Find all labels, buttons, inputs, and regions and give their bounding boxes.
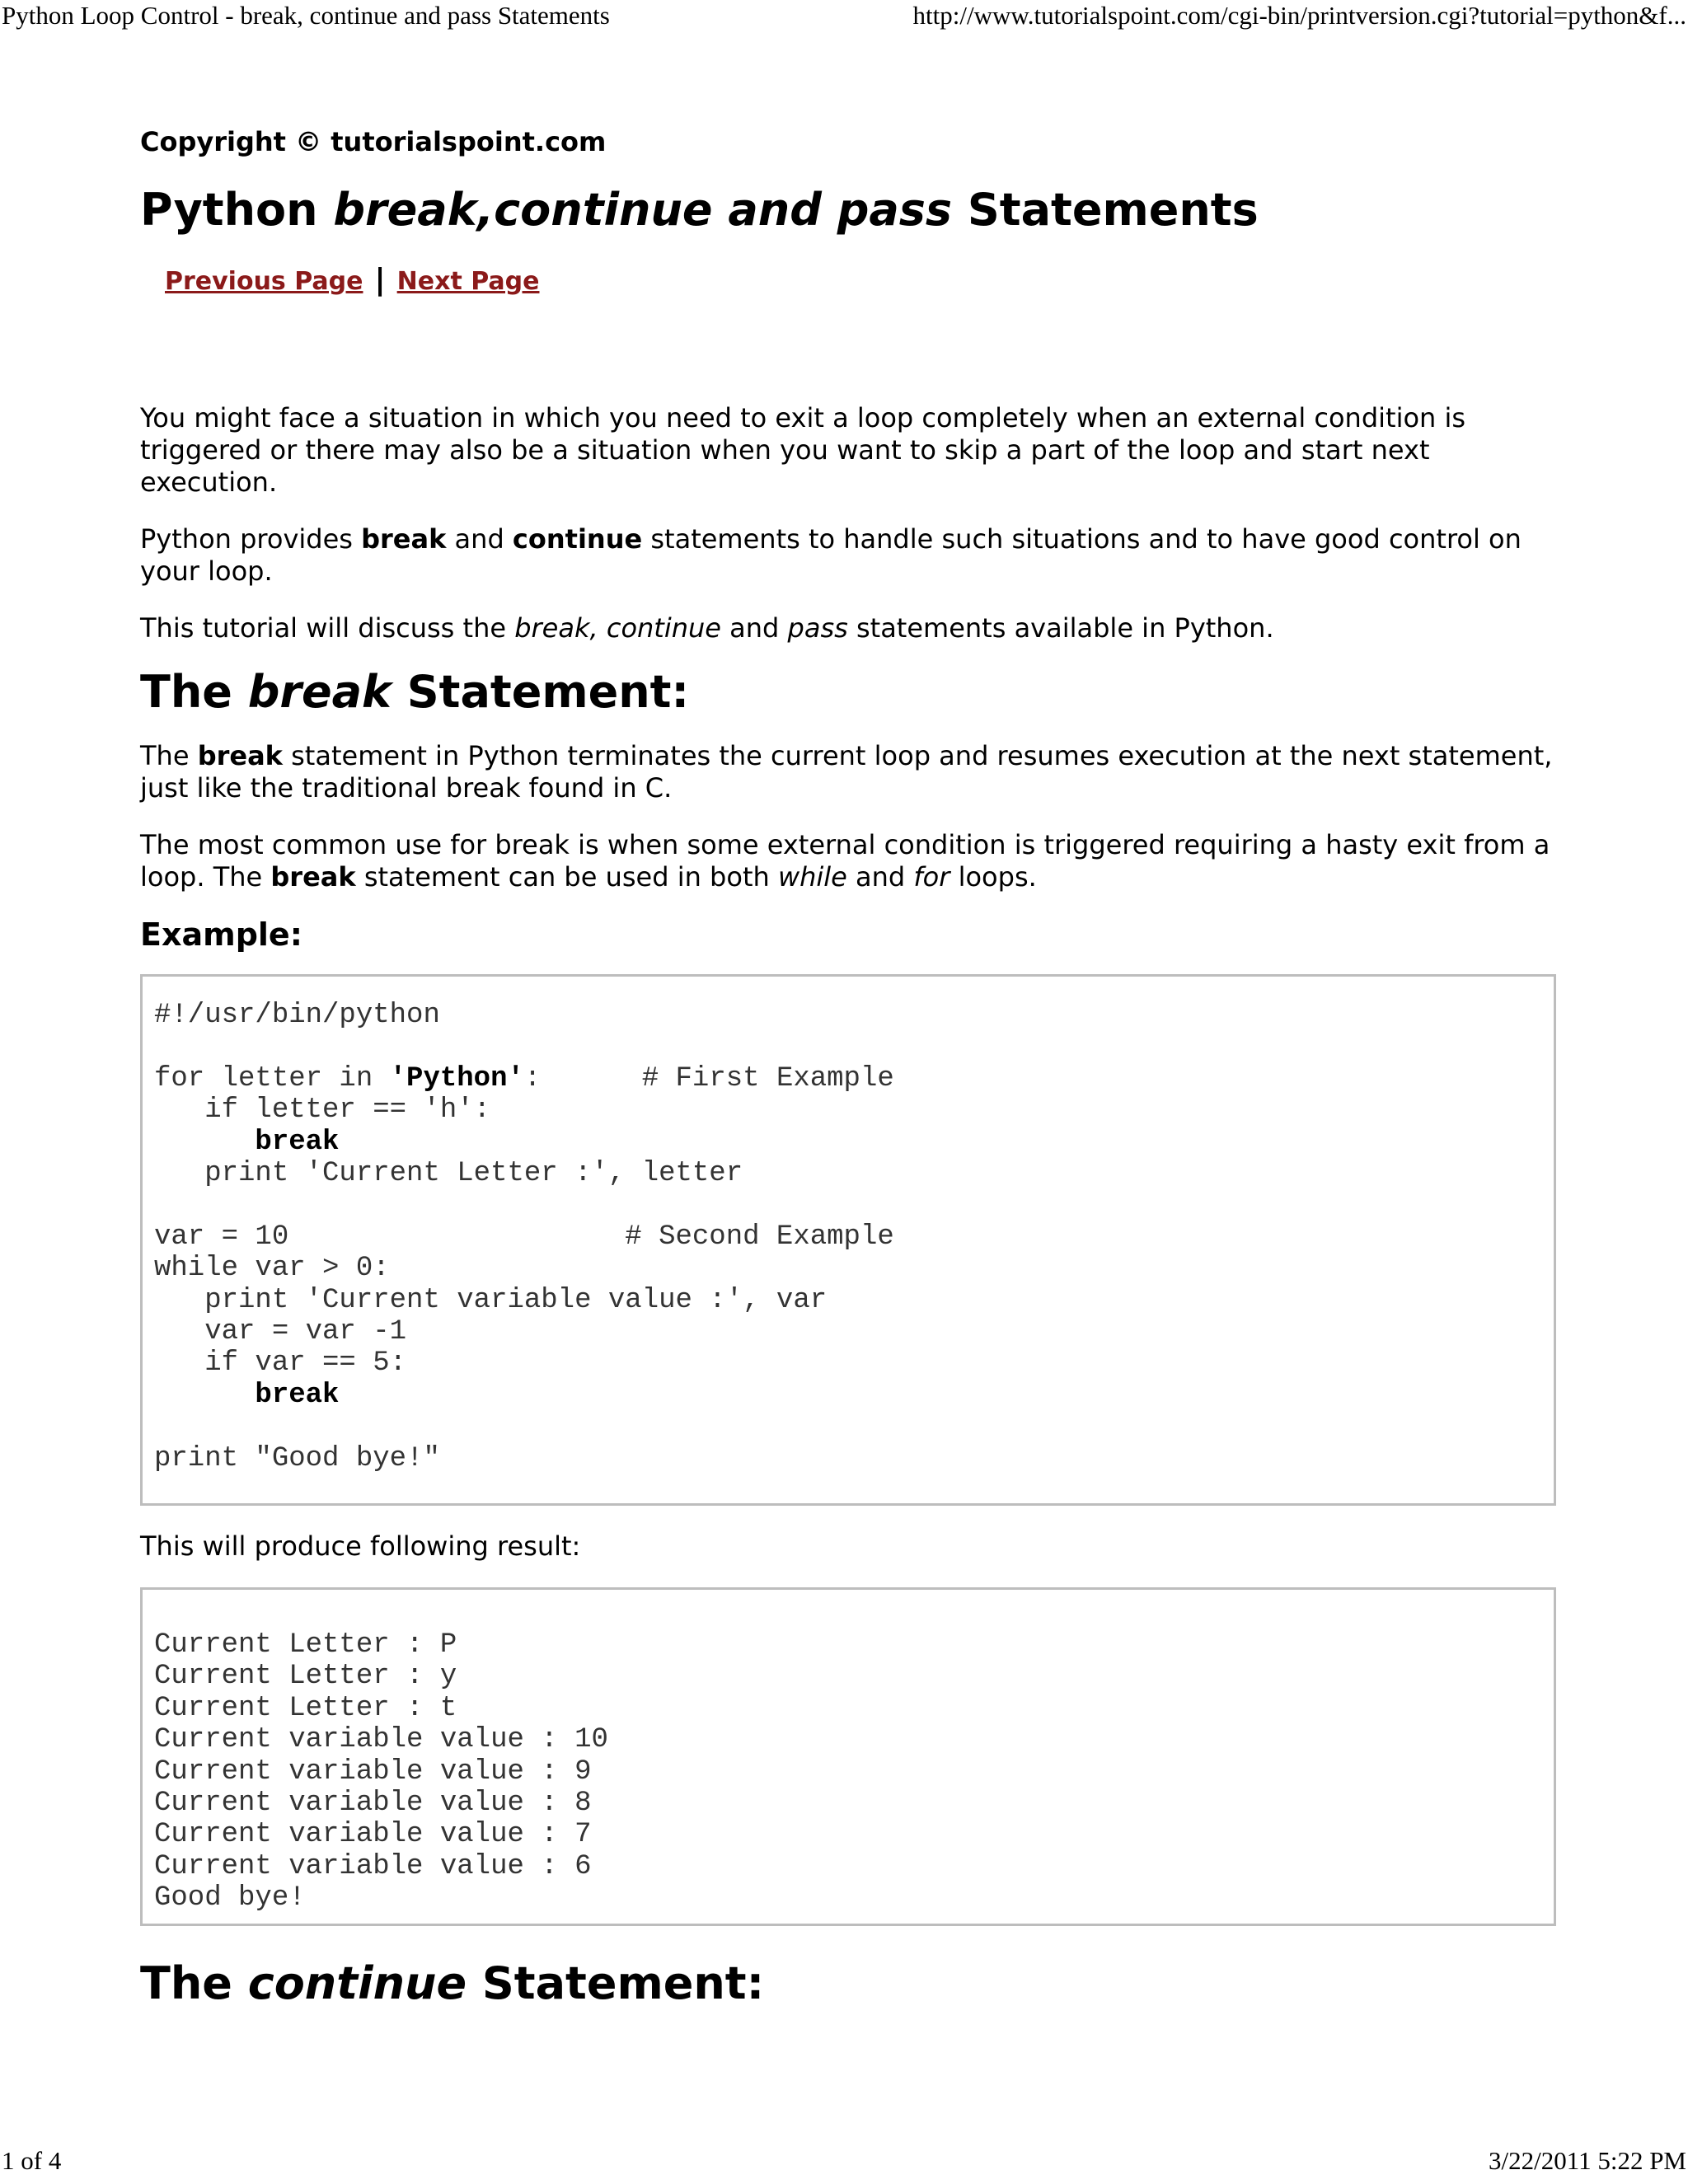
output-line: Current Letter : t (154, 1692, 457, 1724)
text: This tutorial will discuss the (140, 612, 515, 644)
result-intro: This will produce following result: (140, 1530, 581, 1562)
code-string: 'Python' (389, 1062, 524, 1094)
code-keyword-break: break (255, 1126, 340, 1158)
output-line: Current Letter : P (154, 1629, 457, 1661)
heading-italic: break (247, 666, 392, 718)
text: The most common use for break is when some external condition is triggered requiring a hasty exit from a loop. The (140, 829, 1550, 893)
code-output (140, 1587, 1556, 1926)
code-line: if var == 5: (154, 1347, 407, 1380)
intro-paragraph-1: You might face a situation in which you need to exit a loop completely when an external condition is triggered or there may also be a situation when you want to skip a part of the loop and start next execution. (140, 402, 1466, 498)
code-line: var = 10 # Second Example (154, 1221, 894, 1253)
heading-post: Statement: (391, 666, 690, 718)
break-section-heading (140, 664, 1558, 720)
italic-text: pass (787, 612, 848, 644)
keyword-break: break (270, 861, 356, 893)
nav-separator: | (374, 263, 386, 297)
print-datetime: 3/22/2011 5:22 PM (1489, 2146, 1686, 2175)
code-text: : # First Example (523, 1062, 894, 1094)
code-line: var = var -1 (154, 1316, 407, 1348)
next-page-link[interactable]: Next Page (396, 267, 540, 296)
keyword-continue: continue (512, 523, 643, 555)
italic-text: break, continue (514, 612, 721, 644)
output-line: Current variable value : 8 (154, 1788, 592, 1820)
text: Python provides (140, 523, 362, 555)
code-line (154, 1063, 894, 1094)
code-line: print "Good bye!" (154, 1442, 440, 1474)
continue-section-heading (140, 1956, 1558, 2012)
heading-post: Statement: (467, 1957, 765, 2009)
page-navigation (165, 264, 1558, 298)
heading-pre: The (140, 666, 248, 718)
article (140, 124, 1558, 2012)
text: statements to handle such situations and to have good control on your loop. (140, 523, 1522, 587)
heading-pre: The (140, 1957, 248, 2009)
output-line: Current variable value : 10 (154, 1724, 608, 1756)
code-line: print 'Current variable value :', var (154, 1284, 828, 1316)
keyword-break: break (361, 523, 447, 555)
text: statements available in Python. (847, 612, 1274, 644)
output-line: Current Letter : y (154, 1661, 457, 1693)
title-italic: break,continue and pass (333, 184, 953, 236)
code-line: if letter == 'h': (154, 1094, 491, 1127)
heading-italic: continue (247, 1957, 467, 2009)
output-line: Current variable value : 6 (154, 1850, 592, 1882)
code-line: while var > 0: (154, 1253, 390, 1285)
code-keyword-break: break (255, 1379, 340, 1411)
output-line: Good bye! (154, 1882, 306, 1915)
text: and (846, 861, 914, 893)
page-counter: 1 of 4 (2, 2146, 62, 2175)
text: loops. (950, 861, 1037, 893)
keyword-break: break (197, 740, 283, 771)
example-heading: Example: (140, 916, 302, 953)
text: statement can be used in both (355, 861, 778, 893)
previous-page-link[interactable]: Previous Page (165, 267, 363, 296)
intro-paragraph-3 (140, 612, 1558, 644)
title-post: Statements (952, 184, 1259, 236)
text: and (446, 523, 513, 555)
browser-header-title: Python Loop Control - break, continue and pass Statements (2, 1, 610, 30)
italic-text: while (777, 861, 847, 893)
page-title (140, 181, 1558, 239)
copyright: Copyright © tutorialspoint.com (140, 126, 607, 157)
code-line: #!/usr/bin/python (154, 1000, 440, 1031)
break-paragraph-2 (140, 829, 1558, 893)
title-pre: Python (140, 184, 334, 236)
intro-paragraph-2 (140, 523, 1558, 588)
output-line: Current variable value : 7 (154, 1819, 592, 1851)
text: and (720, 612, 788, 644)
code-text: for letter in (154, 1062, 390, 1094)
italic-text: for (913, 861, 950, 893)
text: statement in Python terminates the current loop and resumes execution at the next statement, just like the traditional break found in C. (140, 740, 1553, 804)
code-example (140, 974, 1556, 1506)
break-paragraph-1 (140, 740, 1558, 804)
output-line: Current variable value : 9 (154, 1755, 592, 1788)
code-line: print 'Current Letter :', letter (154, 1158, 743, 1190)
browser-header-url: http://www.tutorialspoint.com/cgi-bin/printversion.cgi?tutorial=python&f... (912, 1, 1686, 30)
text: The (140, 740, 198, 771)
